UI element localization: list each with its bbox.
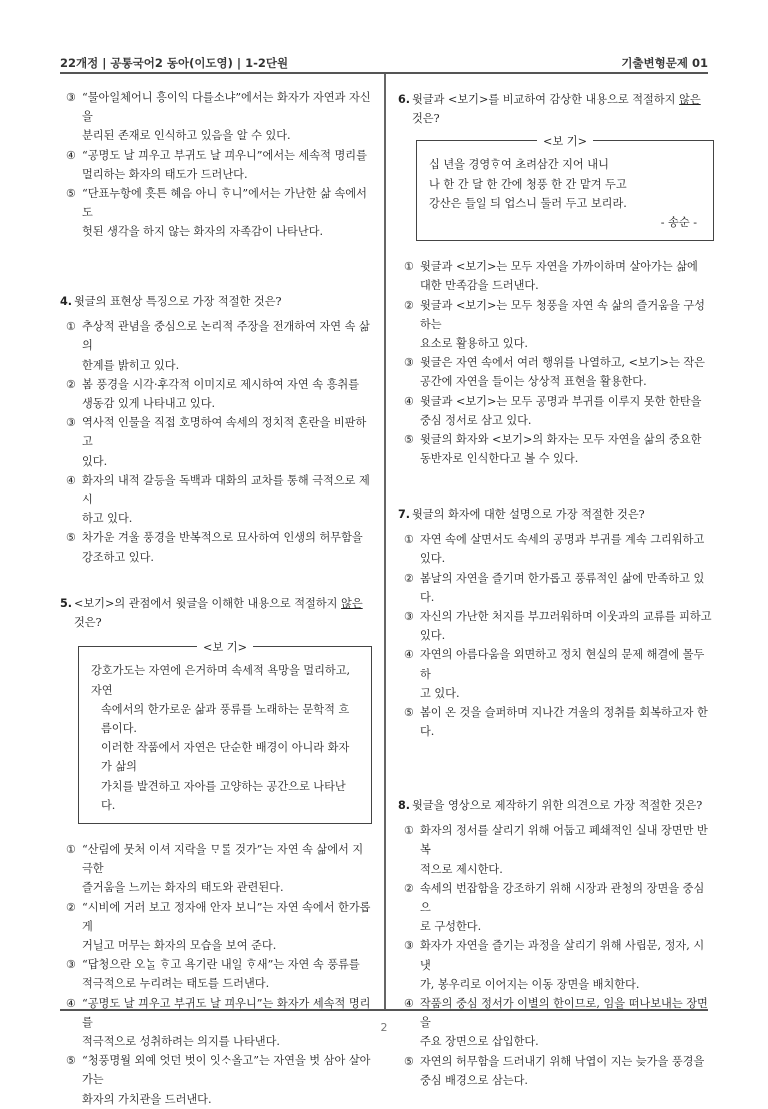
option-5[interactable]: ⑤ 윗글의 화자와 <보기>의 화자는 모두 자연을 삶의 중요한 동반자로 인식한다고 볼 수 있다.: [404, 433, 702, 466]
header-title: 기출변형문제 01: [621, 56, 708, 70]
option-5[interactable]: ⑤ “단표누항에 흣튼 혜음 아니 ᄒᆞ니”에서는 가난한 삶 속에서도 헛된 생각을 하지 않는 화자의 자족감이 나타난다.: [66, 187, 367, 239]
option-3[interactable]: ③ 자신의 가난한 처지를 부끄러워하며 이웃과의 교류를 피하고 있다.: [404, 610, 712, 643]
option-5[interactable]: ⑤ 차가운 겨울 풍경을 반복적으로 묘사하여 인생의 허무함을 강조하고 있다.: [66, 531, 363, 564]
option-3[interactable]: ③ 윗글은 자연 속에서 여러 행위를 나열하고, <보기>는 작은 공간에 자연을 들이는 상상적 표현을 활용한다.: [404, 356, 705, 389]
question-stem: 7. 윗글의 화자에 대한 설명으로 가장 적절한 것은?: [398, 508, 645, 521]
option-3[interactable]: ③ 역사적 인물을 직접 호명하여 속세의 정치적 혼란을 비판하고 있다.: [66, 416, 367, 468]
option-1[interactable]: ① “산림에 뭇처 이셔 지락을 ᄆᆞᄅᆞᆯ 것가”는 자연 속 삶에서 지극한 즐거움을 느끼는 화자의 태도와 관련된다.: [66, 843, 364, 895]
question-5: [60, 594, 372, 1109]
question-7: [398, 505, 714, 741]
option-1[interactable]: ① 자연 속에 살면서도 속세의 공명과 부귀를 계속 그리워하고 있다.: [404, 533, 705, 566]
option-2[interactable]: ② 속세의 번잡함을 강조하기 위해 시장과 관청의 장면을 중심으 로 구성한다.: [404, 881, 705, 934]
option-3[interactable]: ③ “답청으란 오ᄂᆞᆯ ᄒᆞ고 욕기란 내일 ᄒᆞ새”는 자연 속 풍류를 적극적으로 누리려는 태도를 드러낸다.: [66, 958, 360, 991]
option-3[interactable]: ③ “물아일체어니 흥이익 다를소냐”에서는 화자가 자연과 자신을 분리된 존재로 인식하고 있음을 알 수 있다.: [66, 91, 371, 143]
option-2[interactable]: ② 봄날의 자연을 즐기며 한가롭고 풍류적인 삶에 만족하고 있다.: [404, 571, 705, 604]
bogi-box: <보 기> 십 년을 경영ᄒᆞ여 초려삼간 지어 내니 나 한 간 달 한 간에 청풍 한 간 맡겨 두고 강산은 들일 듸 업스니 둘러 두고 보리라. - 송순 -: [416, 140, 714, 241]
question-stem: 5. <보기>의 관점에서 윗글을 이해한 내용으로 적절하지 않은 것은?: [60, 597, 363, 630]
option-2[interactable]: ② “시비에 거러 보고 정자애 안자 보니”는 자연 속에서 한가롭게 거닐고 머무는 화자의 모습을 보여 준다.: [66, 900, 371, 953]
question-4: [60, 292, 372, 567]
header-course-info: 22개정 | 공통국어2 동아(이도영) | 1-2단원: [60, 56, 289, 70]
page-header: [60, 52, 708, 74]
option-4[interactable]: ④ 화자의 내적 갈등을 독백과 대화의 교차를 통해 극적으로 제시 하고 있다.: [66, 473, 370, 526]
poem-author: - 송순 -: [660, 216, 697, 230]
left-top-options: [60, 88, 372, 242]
option-5[interactable]: ⑤ “청풍명월 외예 엇던 벗이 잇ᄉᆞ올고”는 자연을 벗 삼아 살아가는 화자의 가치관을 드러낸다.: [66, 1054, 371, 1106]
question-stem: 8. 윗글을 영상으로 제작하기 위한 의견으로 가장 적절한 것은?: [398, 799, 703, 812]
page-number: 2: [380, 1021, 388, 1034]
option-4[interactable]: ④ “공명도 날 끠우고 부귀도 날 끠우니”는 화자가 세속적 명리를 적극적으로 성취하려는 의지를 나타낸다.: [66, 996, 371, 1049]
column-divider: [384, 74, 386, 1010]
option-1[interactable]: ① 윗글과 <보기>는 모두 자연을 가까이하며 살아가는 삶에 대한 만족감을 드러낸다.: [404, 260, 698, 293]
option-1[interactable]: ① 화자의 정서를 살리기 위해 어둡고 폐쇄적인 실내 장면만 반복 적으로 제시한다.: [404, 824, 708, 876]
option-1[interactable]: ① 추상적 관념을 중심으로 논리적 주장을 전개하여 자연 속 삶의 한계를 밝히고 있다.: [66, 320, 370, 372]
option-4[interactable]: ④ 작품의 중심 정서가 이별의 한이므로, 임을 떠나보내는 장면을 주요 장면으로 삽입한다.: [404, 997, 708, 1049]
bogi-title: <보 기>: [537, 135, 593, 148]
option-4[interactable]: ④ “공명도 날 끠우고 부귀도 날 끠우니”에서는 세속적 명리를 멀리하는 화자의 태도가 드러난다.: [66, 148, 367, 181]
question-stem: 6. 윗글과 <보기>를 비교하여 감상한 내용으로 적절하지 않은 것은?: [398, 93, 701, 126]
option-5[interactable]: ⑤ 봄이 온 것을 슬퍼하며 지나간 겨울의 정취를 회복하고자 한다.: [404, 706, 708, 739]
question-8: [398, 796, 714, 1090]
option-2[interactable]: ② 봄 풍경을 시각·후각적 이미지로 제시하여 자연 속 흥취를 생동감 있게 나타내고 있다.: [66, 377, 360, 411]
option-4[interactable]: ④ 윗글과 <보기>는 모두 공명과 부귀를 이루지 못한 한탄을 중심 정서로 삼고 있다.: [404, 394, 702, 427]
question-6: [398, 90, 714, 468]
option-5[interactable]: ⑤ 자연의 허무함을 드러내기 위해 낙엽이 지는 늦가을 풍경을 중심 배경으로 삼는다.: [404, 1054, 705, 1087]
option-2[interactable]: ② 윗글과 <보기>는 모두 청풍을 자연 속 삶의 즐거움을 구성하는 요소로 활용하고 있다.: [404, 298, 705, 351]
option-4[interactable]: ④ 자연의 아름다움을 외면하고 정치 현실의 문제 해결에 몰두하 고 있다.: [404, 648, 705, 700]
bogi-box: <보 기> 강호가도는 자연에 은거하며 속세적 욕망을 멀리하고, 자연 속에서의 한가로운 삶과 풍류를 노래하는 문학적 흐름이다. 이러한 작품에서 자연은 단순한 배경이 아니라 화자가 삶의 가치를 발견하고 자아를 고양하는 공간으로 나타난다.: [78, 646, 372, 824]
question-stem: 4. 윗글의 표현상 특징으로 가장 적절한 것은?: [60, 295, 282, 308]
option-3[interactable]: ③ 화자가 자연을 즐기는 과정을 살리기 위해 사립문, 정자, 시냇 가, 봉우리로 이어지는 이동 장면을 배치한다.: [404, 939, 705, 991]
bogi-title: <보 기>: [197, 641, 253, 654]
